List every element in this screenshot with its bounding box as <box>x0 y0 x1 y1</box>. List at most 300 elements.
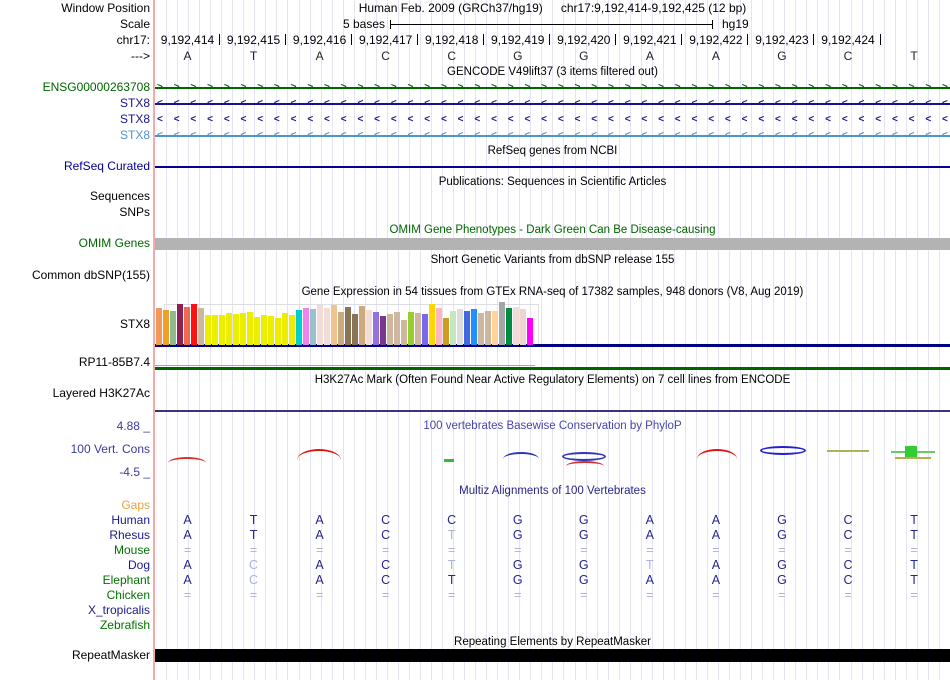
common-dbsnp-label[interactable]: Common dbSNP(155) <box>31 268 150 282</box>
alignment-base: C <box>381 528 391 542</box>
chevron-right-icon: > <box>758 82 765 93</box>
chevron-right-icon: > <box>825 82 831 93</box>
alignment-base: T <box>249 528 258 542</box>
chevron-left-icon: < <box>157 98 163 109</box>
gtex-expression-bar[interactable] <box>219 315 225 345</box>
ruler-number: 9,192,415 <box>226 33 281 47</box>
chevron-right-icon: > <box>240 82 247 93</box>
chevron-left-icon: < <box>825 130 831 141</box>
alignment-base: = <box>844 588 852 602</box>
gtex-expression-bar[interactable] <box>226 313 232 345</box>
gtex-expression-bar[interactable] <box>240 313 246 345</box>
species-label-mouse[interactable]: Mouse <box>113 543 150 557</box>
gtex-gene-label[interactable]: STX8 <box>119 317 150 331</box>
base-letter: G <box>513 49 523 63</box>
gtex-expression-bar[interactable] <box>373 312 379 345</box>
chevron-left-icon: < <box>574 130 581 141</box>
alignment-base: C <box>381 573 391 587</box>
gtex-expression-bar[interactable] <box>457 309 463 345</box>
chevron-left-icon: < <box>340 98 347 109</box>
chevron-left-icon: < <box>641 98 648 109</box>
gtex-expression-bar[interactable] <box>296 310 302 345</box>
chevron-right-icon: > <box>891 82 898 93</box>
assembly-name: hg19 <box>722 17 749 31</box>
chevron-left-icon: < <box>491 98 497 109</box>
chevron-right-icon: > <box>641 82 648 93</box>
chevron-right-icon: > <box>374 82 380 93</box>
alignment-base: G <box>512 528 523 542</box>
alignment-base: A <box>645 513 655 527</box>
chevron-left-icon: < <box>440 114 447 125</box>
alignment-base: T <box>447 573 456 587</box>
alignment-base: = <box>315 543 324 557</box>
chevron-left-icon: < <box>290 98 297 109</box>
chevron-right-icon: > <box>340 82 347 93</box>
alignment-base: = <box>514 588 522 602</box>
alignment-base: G <box>512 558 523 572</box>
chevron-left-icon: < <box>457 130 464 141</box>
gtex-expression-bar[interactable] <box>492 311 498 345</box>
layered-h3k27ac-label[interactable]: Layered H3K27Ac <box>52 386 150 400</box>
base-letter: A <box>315 49 324 63</box>
snps-label[interactable]: SNPs <box>119 205 150 219</box>
repeatmasker-label[interactable]: RepeatMasker <box>71 648 150 662</box>
chevron-right-icon: > <box>557 82 564 93</box>
alignment-base: T <box>447 528 456 542</box>
gtex-expression-bar[interactable] <box>205 315 211 345</box>
base-letter: C <box>447 49 457 63</box>
chevron-left-icon: < <box>808 98 815 109</box>
gtex-expression-bar[interactable] <box>331 305 337 345</box>
chevron-left-icon: < <box>173 114 180 125</box>
gencode-title: GENCODE V49lift37 (3 items filtered out) <box>447 66 658 78</box>
chevron-right-icon: > <box>390 82 397 93</box>
alignment-base: A <box>315 513 324 527</box>
chevron-left-icon: < <box>724 98 731 109</box>
chevron-left-icon: < <box>557 114 564 125</box>
chevron-left-icon: < <box>240 98 247 109</box>
gtex-expression-bar[interactable] <box>478 313 484 345</box>
alignment-base: T <box>646 558 654 572</box>
chevron-right-icon: > <box>674 82 681 93</box>
gtex-expression-bar[interactable] <box>324 308 330 345</box>
chevron-right-icon: > <box>775 82 781 93</box>
chevron-left-icon: < <box>708 114 715 125</box>
chevron-left-icon: < <box>357 130 364 141</box>
conservation-mark[interactable] <box>566 461 604 466</box>
gtex-expression-bar[interactable] <box>380 316 386 345</box>
gtex-expression-bar[interactable] <box>359 306 365 345</box>
gtex-expression-bar[interactable] <box>170 311 176 345</box>
h3k27ac-title: H3K27Ac Mark (Often Found Near Active Regulatory Elements) on 7 cell lines from ENCODE <box>314 374 791 386</box>
gtex-expression-bar[interactable] <box>387 314 393 345</box>
chevron-left-icon: < <box>407 98 414 109</box>
conservation-mark[interactable] <box>827 450 869 452</box>
gtex-expression-bar[interactable] <box>464 311 470 345</box>
chevron-right-icon: > <box>457 82 464 93</box>
alignment-base: G <box>578 573 589 587</box>
gtex-expression-bar[interactable] <box>450 311 456 345</box>
gtex-expression-bar[interactable] <box>394 312 400 345</box>
gtex-expression-bar[interactable] <box>422 314 428 345</box>
base-letter: A <box>711 49 720 63</box>
alignment-base: A <box>315 528 324 542</box>
gene-track-row[interactable] <box>155 80 950 96</box>
chevron-left-icon: < <box>424 98 431 109</box>
base-letter: T <box>910 49 918 63</box>
chevron-right-icon: > <box>574 82 581 93</box>
chevron-left-icon: < <box>624 114 631 125</box>
gtex-expression-bar[interactable] <box>513 307 519 345</box>
chevron-left-icon: < <box>858 114 865 125</box>
chevron-left-icon: < <box>942 98 948 109</box>
chevron-left-icon: < <box>491 114 497 125</box>
gene-track-row[interactable] <box>155 96 950 112</box>
alignment-base: A <box>183 558 192 572</box>
chevron-right-icon: > <box>273 82 280 93</box>
conservation-mark[interactable] <box>905 446 917 457</box>
gtex-expression-bar[interactable] <box>261 315 267 345</box>
chevron-left-icon: < <box>424 130 431 141</box>
chevron-left-icon: < <box>674 114 681 125</box>
chevron-left-icon: < <box>858 130 865 141</box>
ruler-number: 9,192,420 <box>557 33 611 47</box>
lincrna-label[interactable]: RP11-85B7.4 <box>78 355 150 369</box>
gtex-expression-bar[interactable] <box>247 312 253 345</box>
alignment-base: A <box>711 558 721 572</box>
gtex-expression-bar[interactable] <box>198 308 204 345</box>
alignment-base: = <box>381 588 390 602</box>
alignment-base: C <box>249 573 259 587</box>
cons-max-value: 4.88 _ <box>116 419 150 433</box>
chevron-right-icon: > <box>925 82 932 93</box>
species-label-gaps[interactable]: Gaps <box>121 498 150 512</box>
gtex-expression-bar[interactable] <box>436 308 442 345</box>
alignment-base: A <box>645 573 655 587</box>
species-label-elephant[interactable]: Elephant <box>102 573 150 587</box>
alignment-base: = <box>183 588 192 602</box>
alignment-base: = <box>381 543 390 557</box>
ruler-number: 9,192,414 <box>160 33 215 47</box>
gtex-expression-bar[interactable] <box>366 310 372 345</box>
ruler-number: 9,192,424 <box>821 33 875 47</box>
chevron-left-icon: < <box>207 130 213 141</box>
chevron-right-icon: > <box>507 82 514 93</box>
gtex-expression-bar[interactable] <box>485 311 491 345</box>
alignment-base: T <box>910 558 918 572</box>
chevron-left-icon: < <box>875 114 882 125</box>
alignment-base: = <box>448 588 456 602</box>
conservation-mark[interactable] <box>503 452 539 459</box>
gtex-expression-bar[interactable] <box>317 305 323 345</box>
ruler-number: 9,192,416 <box>292 33 347 47</box>
alignment-base: G <box>777 528 787 542</box>
chevron-left-icon: < <box>908 130 915 141</box>
alignment-base: T <box>447 558 456 572</box>
chevron-right-icon: > <box>624 82 631 93</box>
chevron-left-icon: < <box>307 98 314 109</box>
chevron-left-icon: < <box>758 130 765 141</box>
chevron-right-icon: > <box>424 82 431 93</box>
chevron-left-icon: < <box>524 98 531 109</box>
chevron-left-icon: < <box>374 114 380 125</box>
chevron-right-icon: > <box>591 82 598 93</box>
chevron-left-icon: < <box>775 130 781 141</box>
alignment-base: = <box>778 543 786 557</box>
species-label-chicken[interactable]: Chicken <box>106 588 150 602</box>
gtex-expression-bar[interactable] <box>527 318 533 345</box>
chevron-right-icon: > <box>357 82 364 93</box>
ruler-number: 9,192,421 <box>623 33 677 47</box>
alignment-base: A <box>711 573 721 587</box>
alignment-base: = <box>315 588 324 602</box>
gtex-expression-bar[interactable] <box>268 316 274 345</box>
gtex-expression-bar[interactable] <box>471 309 477 345</box>
chevron-left-icon: < <box>440 130 447 141</box>
alignment-base: = <box>844 543 852 557</box>
gtex-expression-bar[interactable] <box>506 308 512 345</box>
alignment-base: = <box>646 588 654 602</box>
species-label-x_tropicalis[interactable]: X_tropicalis <box>87 603 150 617</box>
alignment-base: A <box>645 528 655 542</box>
chevron-left-icon: < <box>908 98 915 109</box>
chevron-left-icon: < <box>457 98 464 109</box>
base-letter: G <box>777 49 787 63</box>
chevron-left-icon: < <box>775 114 781 125</box>
gtex-expression-bar[interactable] <box>443 318 449 345</box>
alignment-base: = <box>712 588 720 602</box>
alignment-base: A <box>711 528 721 542</box>
publications-title: Publications: Sequences in Scientific Articles <box>438 176 667 188</box>
alignment-base: G <box>512 573 523 587</box>
chevron-left-icon: < <box>507 98 514 109</box>
alignment-base: A <box>711 513 721 527</box>
conservation-mark[interactable] <box>895 457 931 459</box>
ruler-number: 9,192,419 <box>491 33 545 47</box>
chevron-left-icon: < <box>658 98 664 109</box>
chevron-left-icon: < <box>658 114 664 125</box>
alignment-base: C <box>843 558 853 572</box>
refseq-curated-label[interactable]: RefSeq Curated <box>63 159 150 173</box>
chevron-right-icon: > <box>858 82 865 93</box>
alignment-base: = <box>580 588 588 602</box>
gene-label[interactable]: STX8 <box>119 112 150 126</box>
chevron-left-icon: < <box>541 114 548 125</box>
gtex-expression-bar[interactable] <box>520 309 526 345</box>
chevron-left-icon: < <box>273 98 280 109</box>
chevron-left-icon: < <box>324 98 330 109</box>
chevron-left-icon: < <box>925 114 932 125</box>
gtex-expression-bar[interactable] <box>499 302 505 345</box>
gtex-title: Gene Expression in 54 tissues from GTEx RNA-seq of 17382 samples, 948 donors (V8, Aug 2019) <box>301 286 804 298</box>
chevron-left-icon: < <box>374 98 380 109</box>
chevron-right-icon: > <box>491 82 497 93</box>
alignment-base: C <box>249 558 259 572</box>
chevron-left-icon: < <box>507 114 514 125</box>
chevron-left-icon: < <box>207 114 213 125</box>
species-label-dog[interactable]: Dog <box>127 558 150 572</box>
gtex-expression-bar[interactable] <box>163 310 169 345</box>
chevron-left-icon: < <box>357 98 364 109</box>
gtex-expression-bar[interactable] <box>338 312 344 345</box>
gtex-expression-bar[interactable] <box>233 314 239 345</box>
repeatmasker-title: Repeating Elements by RepeatMasker <box>454 636 651 648</box>
chevron-right-icon: > <box>607 82 614 93</box>
chevron-right-icon: > <box>658 82 664 93</box>
chevron-right-icon: > <box>875 82 882 93</box>
chevron-left-icon: < <box>290 114 297 125</box>
gene-track-row[interactable] <box>155 128 950 144</box>
species-label-human[interactable]: Human <box>111 513 150 527</box>
chevron-left-icon: < <box>741 98 748 109</box>
alignment-base: = <box>514 543 522 557</box>
conservation-mark[interactable] <box>760 446 806 455</box>
chevron-left-icon: < <box>340 130 347 141</box>
alignment-base: = <box>646 543 654 557</box>
gene-track-row[interactable] <box>155 112 950 128</box>
alignment-base: T <box>249 513 258 527</box>
chevron-left-icon: < <box>273 114 280 125</box>
chevron-left-icon: < <box>708 98 715 109</box>
alignment-base: A <box>315 558 324 572</box>
alignment-base: T <box>910 528 918 542</box>
gtex-expression-bar[interactable] <box>156 308 162 345</box>
gtex-expression-bar[interactable] <box>303 308 309 345</box>
base-letter: G <box>579 49 589 63</box>
gtex-expression-bar[interactable] <box>282 313 288 345</box>
gtex-expression-bar[interactable] <box>352 314 358 345</box>
ruler-number: 9,192,418 <box>424 33 479 47</box>
window-position-label: Window Position <box>61 1 150 15</box>
chevron-left-icon: < <box>691 98 698 109</box>
species-label-rhesus[interactable]: Rhesus <box>109 528 150 542</box>
gtex-expression-bar[interactable] <box>415 313 421 345</box>
chevron-left-icon: < <box>674 98 681 109</box>
gtex-expression-bar[interactable] <box>177 304 183 345</box>
chevron-left-icon: < <box>624 130 631 141</box>
chevron-left-icon: < <box>791 98 798 109</box>
gtex-expression-bar[interactable] <box>184 307 190 345</box>
gtex-expression-bar[interactable] <box>212 315 218 345</box>
gtex-expression-bar[interactable] <box>408 312 414 345</box>
chevron-left-icon: < <box>257 114 264 125</box>
chevron-right-icon: > <box>440 82 447 93</box>
omim-genes-label[interactable]: OMIM Genes <box>78 236 150 250</box>
gtex-expression-bar[interactable] <box>429 304 435 345</box>
chevron-right-icon: > <box>524 82 531 93</box>
gtex-expression-bar[interactable] <box>401 320 407 345</box>
chevron-left-icon: < <box>541 98 548 109</box>
conservation-mark[interactable] <box>444 459 454 462</box>
chrom-label: chr17: <box>116 33 150 47</box>
alignment-base: A <box>183 528 192 542</box>
chevron-left-icon: < <box>223 130 230 141</box>
sequences-label[interactable]: Sequences <box>89 189 150 203</box>
chevron-left-icon: < <box>607 130 614 141</box>
conservation-mark[interactable] <box>697 449 737 459</box>
chevron-right-icon: > <box>324 82 330 93</box>
gtex-expression-bar[interactable] <box>289 315 295 345</box>
gtex-expression-bar[interactable] <box>310 309 316 345</box>
gene-label[interactable]: STX8 <box>119 128 150 142</box>
conservation-mark[interactable] <box>297 449 341 460</box>
chevron-right-icon: > <box>307 82 314 93</box>
alignment-base: C <box>381 558 391 572</box>
chevron-left-icon: < <box>724 130 731 141</box>
chevron-left-icon: < <box>942 114 948 125</box>
chevron-left-icon: < <box>407 114 414 125</box>
chevron-left-icon: < <box>908 114 915 125</box>
chevron-left-icon: < <box>607 114 614 125</box>
ruler-number: 9,192,422 <box>689 33 743 47</box>
chevron-left-icon: < <box>324 114 330 125</box>
chevron-left-icon: < <box>157 130 163 141</box>
alignment-base: A <box>183 573 192 587</box>
chevron-left-icon: < <box>591 98 598 109</box>
gene-label[interactable]: STX8 <box>119 96 150 110</box>
omim-title: OMIM Gene Phenotypes - Dark Green Can Be Disease-causing <box>389 224 716 236</box>
alignment-base: C <box>447 513 457 527</box>
chevron-left-icon: < <box>741 114 748 125</box>
chevron-left-icon: < <box>474 114 481 125</box>
scale-text: 5 bases <box>342 17 385 31</box>
gtex-expression-bar[interactable] <box>191 304 197 345</box>
chevron-left-icon: < <box>791 130 798 141</box>
species-label-zebrafish[interactable]: Zebrafish <box>99 618 150 632</box>
chevron-left-icon: < <box>173 130 180 141</box>
phylop-title: 100 vertebrates Basewise Conservation by PhyloP <box>423 420 682 432</box>
chevron-left-icon: < <box>457 114 464 125</box>
chevron-right-icon: > <box>207 82 213 93</box>
chevron-left-icon: < <box>775 98 781 109</box>
alignment-base: = <box>448 543 456 557</box>
gtex-expression-bar[interactable] <box>345 307 351 345</box>
alignment-base: G <box>777 558 787 572</box>
chevron-left-icon: < <box>841 130 848 141</box>
chevron-left-icon: < <box>691 130 698 141</box>
chevron-left-icon: < <box>407 130 414 141</box>
base-letter: A <box>645 49 654 63</box>
chevron-left-icon: < <box>875 98 882 109</box>
chevron-left-icon: < <box>858 98 865 109</box>
gtex-expression-bar[interactable] <box>275 318 281 345</box>
alignment-base: = <box>183 543 192 557</box>
alignment-base: = <box>910 543 918 557</box>
chevron-left-icon: < <box>190 114 197 125</box>
chevron-left-icon: < <box>557 98 564 109</box>
chevron-left-icon: < <box>825 114 831 125</box>
vert-cons-label[interactable]: 100 Vert. Cons <box>70 442 150 456</box>
conservation-mark[interactable] <box>562 452 606 461</box>
chevron-left-icon: < <box>190 130 197 141</box>
alignment-base: = <box>778 588 786 602</box>
alignment-base: A <box>315 573 324 587</box>
alignment-base: G <box>578 558 589 572</box>
alignment-base: G <box>777 513 787 527</box>
conservation-mark[interactable] <box>168 457 206 463</box>
chevron-left-icon: < <box>791 114 798 125</box>
chevron-right-icon: > <box>173 82 180 93</box>
chevron-right-icon: > <box>791 82 798 93</box>
gene-label[interactable]: ENSG00000263708 <box>42 80 150 94</box>
gtex-expression-bar[interactable] <box>254 317 260 345</box>
chevron-right-icon: > <box>724 82 731 93</box>
chevron-left-icon: < <box>708 130 715 141</box>
chevron-left-icon: < <box>474 98 481 109</box>
alignment-base: G <box>578 528 589 542</box>
chevron-right-icon: > <box>257 82 264 93</box>
chevron-left-icon: < <box>474 130 481 141</box>
